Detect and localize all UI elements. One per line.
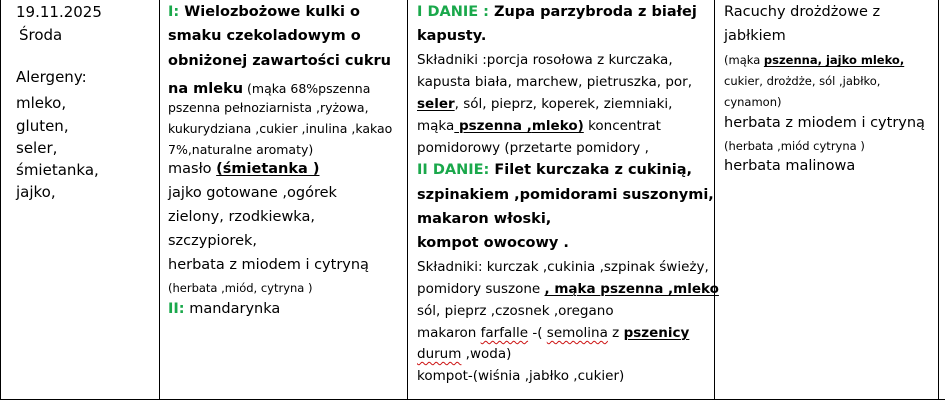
lunch-ingredients: Składniki :porcja rosołowa z kurczaka,: [417, 52, 673, 68]
breakfast-item-1: I: Wielozbożowe kulki o: [168, 4, 360, 20]
meal-label-i: I:: [168, 4, 180, 20]
snack-line: Racuchy drożdżowe z: [724, 4, 881, 20]
breakfast-line: szczypiorek,: [168, 233, 258, 249]
lunch-line: szpinakiem ,pomidorami suszonymi,: [417, 187, 714, 203]
breakfast-line: na mleku (mąka 68%pszenna: [168, 81, 371, 97]
lunch-line: makaron włoski,: [417, 211, 552, 227]
snack-line: herbata malinowa: [724, 158, 856, 174]
lunch-ingredients: pomidorowy (przetarte pomidory ,: [417, 140, 649, 156]
allergen-item: śmietanka,: [16, 161, 99, 179]
meal-label-ii: II:: [168, 301, 185, 317]
snack-ingredients: (herbata ,miód cytryna ): [724, 139, 865, 153]
snack-line: jabłkiem: [724, 28, 786, 44]
lunch-ingredients: durum ,woda): [417, 346, 512, 362]
meal-label-i-danie: I DANIE :: [417, 4, 489, 20]
lunch-ingredients: kompot-(wiśnia ,jabłko ,cukier): [417, 368, 625, 384]
breakfast-line: obniżonej zawartości cukru: [168, 53, 391, 69]
breakfast-ingredients: pszenna pełnoziarnista ,ryżowa,: [168, 100, 369, 115]
lunch-ingredients: pomidory suszone , mąka pszenna ,mleko: [417, 281, 719, 297]
snack-ingredients: cukier, drożdże, sól ,jabłko,: [724, 74, 881, 88]
lunch-ingredients: seler, sól, pieprz, koperek, ziemniaki,: [417, 96, 673, 112]
column-divider: [159, 0, 160, 400]
table-border-left: [0, 0, 1, 400]
breakfast-ingredients: kukurydziana ,cukier ,inulina ,kakao: [168, 121, 393, 136]
menu-day: Środa: [19, 26, 63, 44]
allergen-item: seler,: [16, 139, 58, 157]
allergen-item: jajko,: [16, 183, 56, 201]
column-divider: [714, 0, 715, 400]
lunch-ingredients: sól, pieprz ,czosnek ,oregano: [417, 303, 614, 319]
snack-ingredients: cynamon): [724, 95, 782, 109]
lunch-ingredients: Składniki: kurczak ,cukinia ,szpinak świeży,: [417, 259, 709, 275]
breakfast-line: herbata z miodem i cytryną: [168, 257, 369, 273]
lunch-ingredients: makaron farfalle -( semolina z pszenicy: [417, 325, 690, 341]
breakfast-line: smaku czekoladowym o: [168, 28, 361, 44]
menu-date: 19.11.2025: [16, 3, 102, 21]
column-divider: [407, 0, 408, 400]
breakfast-line: jajko gotowane ,ogórek: [168, 185, 337, 201]
breakfast-line: masło (śmietanka ): [168, 161, 320, 177]
breakfast-ingredients: 7%,naturalne aromaty): [168, 142, 314, 157]
lunch-dish-2: II DANIE: Filet kurczaka z cukinią,: [417, 162, 693, 178]
breakfast-line: zielony, rzodkiewka,: [168, 209, 315, 225]
meal-label-ii-danie: II DANIE:: [417, 162, 490, 178]
table-border-bottom: [0, 399, 945, 400]
snack-line: herbata z miodem i cytryną: [724, 115, 925, 131]
breakfast-ingredients: (herbata ,miód, cytryna ): [168, 281, 313, 295]
lunch-dish-1: I DANIE : Zupa parzybroda z białej: [417, 4, 697, 20]
lunch-line: kapusty.: [417, 28, 487, 44]
snack-ingredients: (mąka pszenna, jajko mleko,: [724, 53, 905, 67]
lunch-line: kompot owocowy .: [417, 235, 569, 251]
lunch-ingredients: mąka pszenna ,mleko) koncentrat: [417, 118, 661, 134]
table-border-right: [938, 0, 939, 400]
lunch-ingredients: kapusta biała, marchew, pietruszka, por,: [417, 74, 692, 90]
allergen-item: gluten,: [16, 117, 69, 135]
allergens-label: Alergeny:: [16, 68, 87, 86]
allergen-item: mleko,: [16, 94, 67, 112]
breakfast-item-2: II: mandarynka: [168, 301, 281, 317]
